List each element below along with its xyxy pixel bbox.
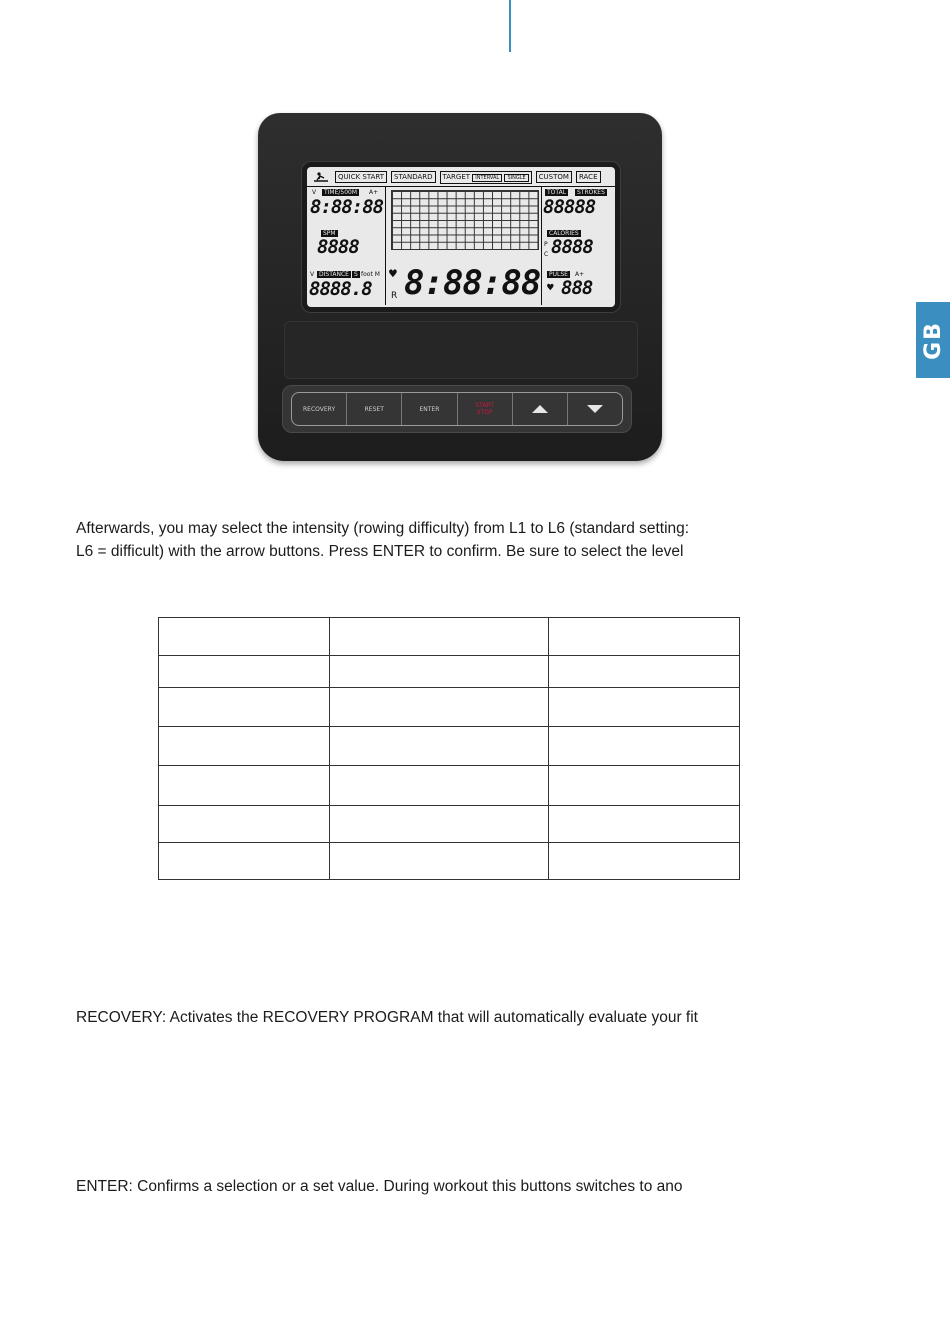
table-cell [159, 656, 330, 688]
mode-custom: CUSTOM [536, 171, 572, 183]
table-cell [330, 806, 549, 843]
start-label: START [475, 402, 494, 409]
calories-digits: 8888 [551, 236, 593, 258]
table-cell [330, 688, 549, 727]
top-divider-line [509, 0, 511, 52]
pulse-heart-icon: ♥ [547, 281, 553, 294]
pulse-digits: 888 [561, 277, 593, 299]
table-cell [549, 766, 740, 806]
start-stop-label [475, 402, 494, 416]
rower-icon [311, 172, 331, 182]
label-v-time: V [312, 189, 317, 196]
table-cell [549, 843, 740, 880]
table-cell [549, 688, 740, 727]
recovery-button[interactable] [292, 393, 347, 425]
table-cell [330, 727, 549, 766]
spm-digits: 8888 [317, 236, 359, 258]
enter-button[interactable] [402, 393, 457, 425]
label-r: R [391, 291, 398, 301]
label-total: TOTAL [547, 189, 567, 196]
table-cell [549, 806, 740, 843]
lcd-display [307, 167, 615, 307]
afterwards-line-1: Afterwards, you may select the intensity (rowing difficulty) from L1 to L6 (standard setting: [76, 520, 690, 537]
stop-label: STOP [476, 409, 493, 416]
label-v-distance: V [310, 271, 315, 278]
center-digits: 8:88:88 [404, 263, 541, 303]
enter-description: ENTER: Confirms a selection or a set value. During workout this buttons switches to ano [76, 1178, 683, 1195]
up-arrow-button[interactable] [513, 393, 568, 425]
mode-single: SINGLE [504, 174, 528, 182]
language-tab [916, 302, 950, 378]
label-feet-m: foot M [361, 271, 380, 278]
enter-button-label: ENTER [419, 405, 440, 413]
arrow-down-icon [587, 405, 603, 413]
start-stop-button[interactable] [458, 393, 513, 425]
label-c: C [544, 251, 549, 258]
reset-button[interactable] [347, 393, 402, 425]
heart-icon: ♥ [389, 267, 396, 282]
lcd-bezel [301, 161, 621, 313]
label-spm: SPM [323, 230, 336, 237]
recovery-button-label: RECOVERY [303, 405, 336, 413]
table-row [159, 843, 740, 880]
table-cell [159, 766, 330, 806]
time-digits: 8:88:88 [310, 196, 384, 218]
table-cell [549, 618, 740, 656]
keypad-buttons [291, 392, 623, 426]
mode-race: RACE [576, 171, 601, 183]
console-keypad [282, 385, 632, 433]
levels-table [158, 617, 740, 880]
lcd-dot-matrix [391, 190, 539, 250]
table-row [159, 727, 740, 766]
table-cell [159, 843, 330, 880]
label-p: P [544, 241, 548, 248]
console-lower-panel [284, 321, 638, 379]
table-cell [159, 618, 330, 656]
table-cell [549, 727, 740, 766]
table-cell [549, 656, 740, 688]
label-time: TIME/500M [324, 189, 358, 196]
afterwards-line-2: L6 = difficult) with the arrow buttons. Press ENTER to confirm. Be sure to select the level [76, 543, 684, 560]
table-row [159, 618, 740, 656]
mode-interval: INTERVAL [472, 174, 502, 182]
label-s: S [354, 271, 358, 278]
lcd-divider-right [541, 186, 542, 305]
mode-target-label: TARGET [442, 172, 471, 181]
table-cell [330, 766, 549, 806]
mode-target [440, 171, 532, 184]
table-cell [330, 843, 549, 880]
distance-digits: 8888.8 [309, 278, 372, 300]
recovery-description: RECOVERY: Activates the RECOVERY PROGRAM that will automatically evaluate your fit [76, 1009, 698, 1026]
table-row [159, 766, 740, 806]
down-arrow-button[interactable] [568, 393, 622, 425]
table-cell [159, 688, 330, 727]
table-row [159, 656, 740, 688]
label-a-plus-time: A+ [369, 189, 379, 196]
label-strokes: STROKES [577, 189, 605, 196]
lcd-mode-bar [311, 170, 611, 184]
mode-standard: STANDARD [391, 171, 436, 183]
rowing-console-image [258, 113, 662, 461]
table-cell [159, 727, 330, 766]
label-a-plus-pulse: A+ [575, 271, 585, 278]
arrow-up-icon [532, 405, 548, 413]
table-row [159, 806, 740, 843]
strokes-digits: 88888 [543, 196, 596, 218]
lcd-divider-left [385, 186, 386, 305]
table-cell [330, 618, 549, 656]
mode-quick-start: QUICK START [335, 171, 387, 183]
lcd-divider-horizontal [307, 186, 615, 187]
label-pulse: PULSE [549, 271, 568, 278]
table-row [159, 688, 740, 727]
language-tab-label: GB [920, 320, 946, 360]
label-calories: CALORIES [549, 230, 579, 237]
reset-button-label: RESET [364, 405, 384, 413]
table-cell [159, 806, 330, 843]
label-distance: DISTANCE [319, 271, 349, 278]
table-cell [330, 656, 549, 688]
